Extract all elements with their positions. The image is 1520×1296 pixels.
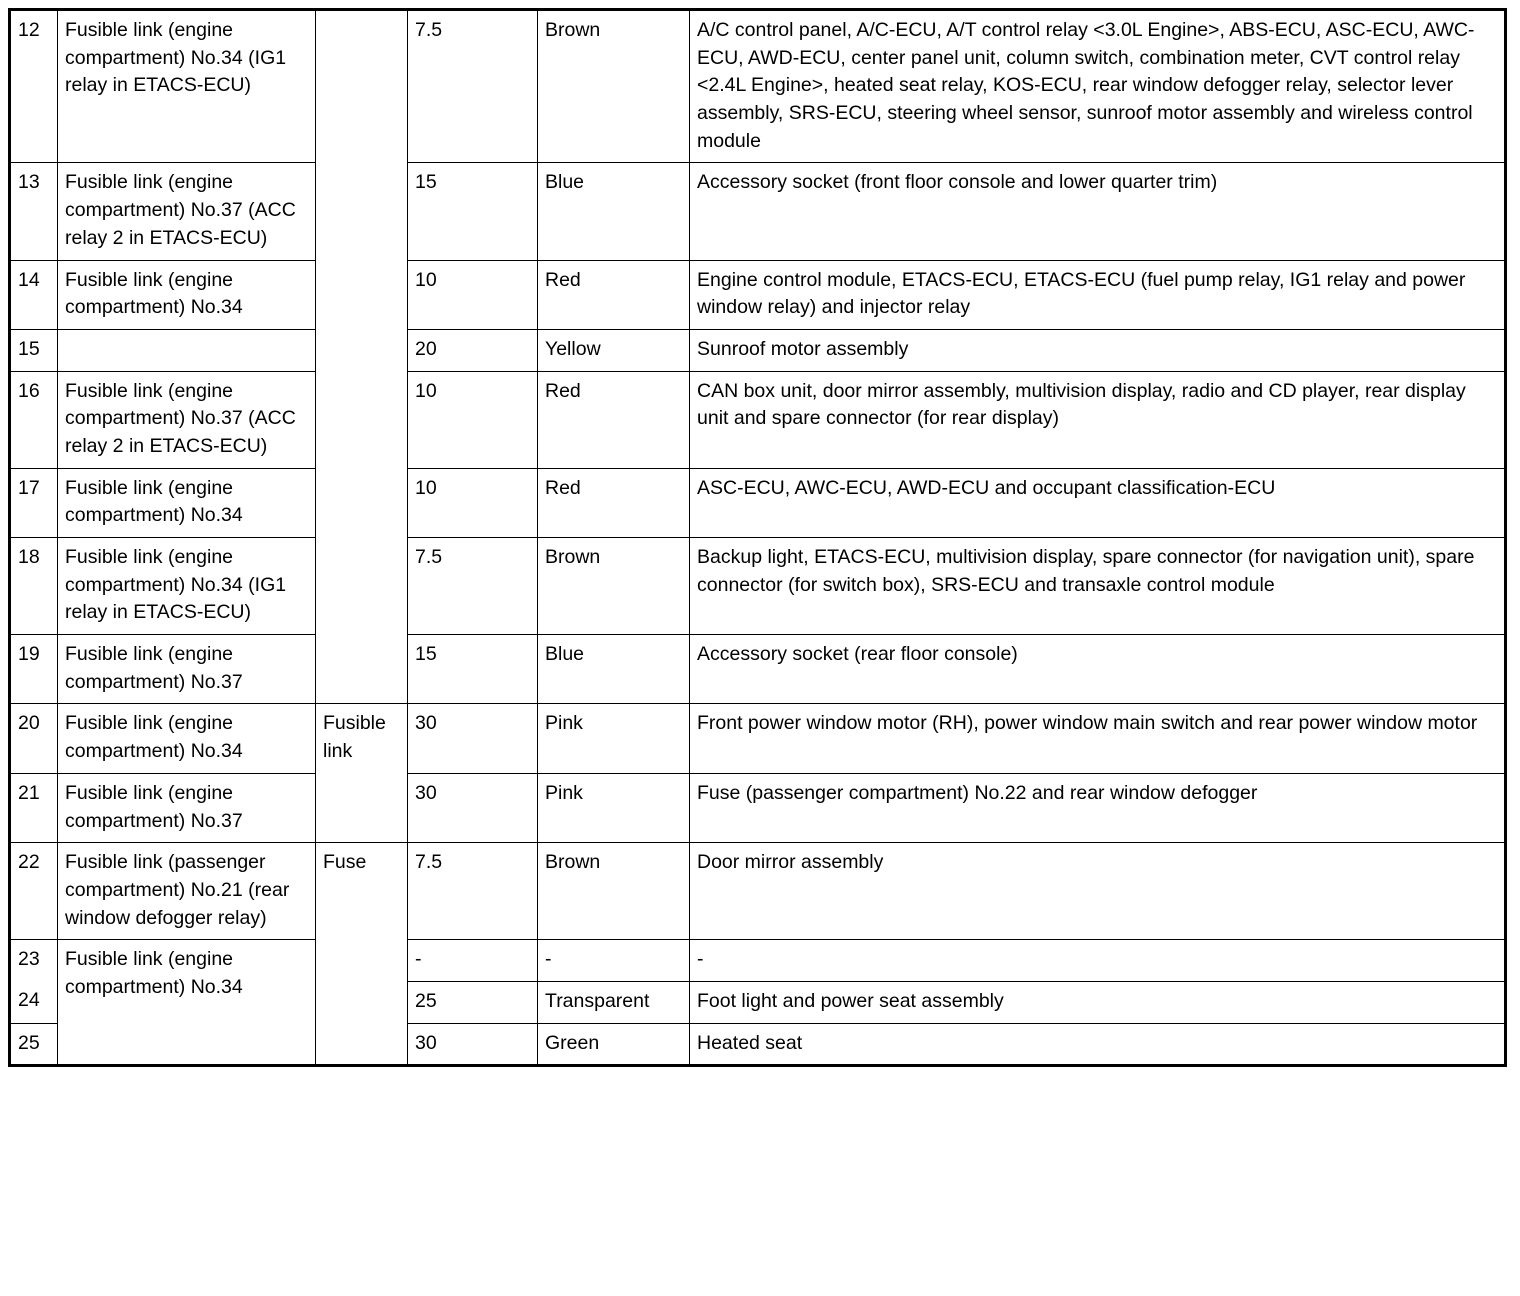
- cell-number: 25: [10, 1023, 58, 1066]
- cell-power-supply-source: Fusible link (engine compartment) No.37 (ACC relay 2 in ETACS-ECU): [58, 371, 316, 468]
- cell-capacity: 10: [408, 468, 538, 537]
- cell-type: Fusible link: [316, 704, 408, 843]
- cell-type: [316, 163, 408, 260]
- cell-load: Backup light, ETACS-ECU, multivision display, spare connector (for navigation unit), spare connector (for switch box), SRS-ECU and transaxle control module: [690, 538, 1506, 635]
- cell-number: 24: [10, 981, 58, 1023]
- cell-capacity: 7.5: [408, 10, 538, 163]
- table-row: [10, 260, 1506, 329]
- cell-color: -: [538, 940, 690, 982]
- cell-color: Red: [538, 371, 690, 468]
- cell-color: Pink: [538, 773, 690, 842]
- cell-type: [316, 371, 408, 468]
- cell-capacity: 15: [408, 163, 538, 260]
- cell-capacity: 30: [408, 1023, 538, 1066]
- cell-power-supply-source: [58, 329, 316, 371]
- cell-power-supply-source: Fusible link (engine compartment) No.34: [58, 704, 316, 773]
- cell-number: 14: [10, 260, 58, 329]
- table-row: [10, 940, 1506, 982]
- cell-type: [316, 468, 408, 537]
- cell-load: Heated seat: [690, 1023, 1506, 1066]
- cell-load: CAN box unit, door mirror assembly, multivision display, radio and CD player, rear display unit and spare connector (for rear display): [690, 371, 1506, 468]
- cell-number: 13: [10, 163, 58, 260]
- cell-number: 20: [10, 704, 58, 773]
- cell-power-supply-source: Fusible link (engine compartment) No.34 (IG1 relay in ETACS-ECU): [58, 538, 316, 635]
- fuse-specification-table: [8, 8, 1507, 1067]
- cell-color: Red: [538, 260, 690, 329]
- cell-color: Brown: [538, 538, 690, 635]
- table-row: [10, 10, 1506, 163]
- table-row: [10, 538, 1506, 635]
- cell-color: Blue: [538, 635, 690, 704]
- table-row: [10, 635, 1506, 704]
- table-row: [10, 371, 1506, 468]
- cell-number: 18: [10, 538, 58, 635]
- cell-number: 12: [10, 10, 58, 163]
- cell-type: Fuse: [316, 843, 408, 1066]
- table-row: [10, 704, 1506, 773]
- cell-capacity: -: [408, 940, 538, 982]
- cell-color: Transparent: [538, 981, 690, 1023]
- cell-capacity: 7.5: [408, 538, 538, 635]
- cell-power-supply-source: Fusible link (engine compartment) No.34: [58, 468, 316, 537]
- cell-capacity: 25: [408, 981, 538, 1023]
- table-row: [10, 843, 1506, 940]
- cell-number: 19: [10, 635, 58, 704]
- cell-number: 22: [10, 843, 58, 940]
- table-row: [10, 773, 1506, 842]
- cell-capacity: 10: [408, 371, 538, 468]
- cell-power-supply-source: Fusible link (engine compartment) No.37 (ACC relay 2 in ETACS-ECU): [58, 163, 316, 260]
- cell-capacity: 10: [408, 260, 538, 329]
- cell-load: ASC-ECU, AWC-ECU, AWD-ECU and occupant classification-ECU: [690, 468, 1506, 537]
- cell-color: Red: [538, 468, 690, 537]
- cell-power-supply-source: Fusible link (engine compartment) No.34: [58, 940, 316, 1066]
- cell-load: -: [690, 940, 1506, 982]
- cell-power-supply-source: Fusible link (passenger compartment) No.21 (rear window defogger relay): [58, 843, 316, 940]
- cell-load: Accessory socket (front floor console and lower quarter trim): [690, 163, 1506, 260]
- cell-type: [316, 635, 408, 704]
- cell-color: Brown: [538, 10, 690, 163]
- table-row: [10, 468, 1506, 537]
- cell-color: Blue: [538, 163, 690, 260]
- cell-color: Brown: [538, 843, 690, 940]
- cell-load: Foot light and power seat assembly: [690, 981, 1506, 1023]
- cell-capacity: 30: [408, 704, 538, 773]
- cell-type: [316, 10, 408, 163]
- cell-capacity: 30: [408, 773, 538, 842]
- cell-number: 17: [10, 468, 58, 537]
- cell-color: Green: [538, 1023, 690, 1066]
- cell-power-supply-source: Fusible link (engine compartment) No.34: [58, 260, 316, 329]
- cell-color: Pink: [538, 704, 690, 773]
- cell-number: 16: [10, 371, 58, 468]
- cell-load: Engine control module, ETACS-ECU, ETACS-ECU (fuel pump relay, IG1 relay and power window relay) and injector relay: [690, 260, 1506, 329]
- cell-load: Accessory socket (rear floor console): [690, 635, 1506, 704]
- cell-type: [316, 538, 408, 635]
- cell-capacity: 15: [408, 635, 538, 704]
- table-row: [10, 329, 1506, 371]
- cell-load: Door mirror assembly: [690, 843, 1506, 940]
- cell-power-supply-source: Fusible link (engine compartment) No.37: [58, 635, 316, 704]
- cell-load: Sunroof motor assembly: [690, 329, 1506, 371]
- cell-load: Front power window motor (RH), power window main switch and rear power window motor: [690, 704, 1506, 773]
- cell-power-supply-source: Fusible link (engine compartment) No.34 (IG1 relay in ETACS-ECU): [58, 10, 316, 163]
- cell-capacity: 7.5: [408, 843, 538, 940]
- cell-type: [316, 260, 408, 329]
- cell-color: Yellow: [538, 329, 690, 371]
- cell-number: 23: [10, 940, 58, 982]
- cell-type: [316, 329, 408, 371]
- cell-number: 15: [10, 329, 58, 371]
- cell-capacity: 20: [408, 329, 538, 371]
- cell-load: Fuse (passenger compartment) No.22 and rear window defogger: [690, 773, 1506, 842]
- cell-number: 21: [10, 773, 58, 842]
- cell-power-supply-source: Fusible link (engine compartment) No.37: [58, 773, 316, 842]
- cell-load: A/C control panel, A/C-ECU, A/T control relay <3.0L Engine>, ABS-ECU, ASC-ECU, AWC-ECU, AWD-ECU, center panel unit, column switch, combination meter, CVT control relay <2.4L Engine>, heated seat relay, KOS-ECU, rear window defogger relay, selector lever assembly, SRS-ECU, steering wheel sensor, sunroof motor assembly and wireless control module: [690, 10, 1506, 163]
- table-row: [10, 163, 1506, 260]
